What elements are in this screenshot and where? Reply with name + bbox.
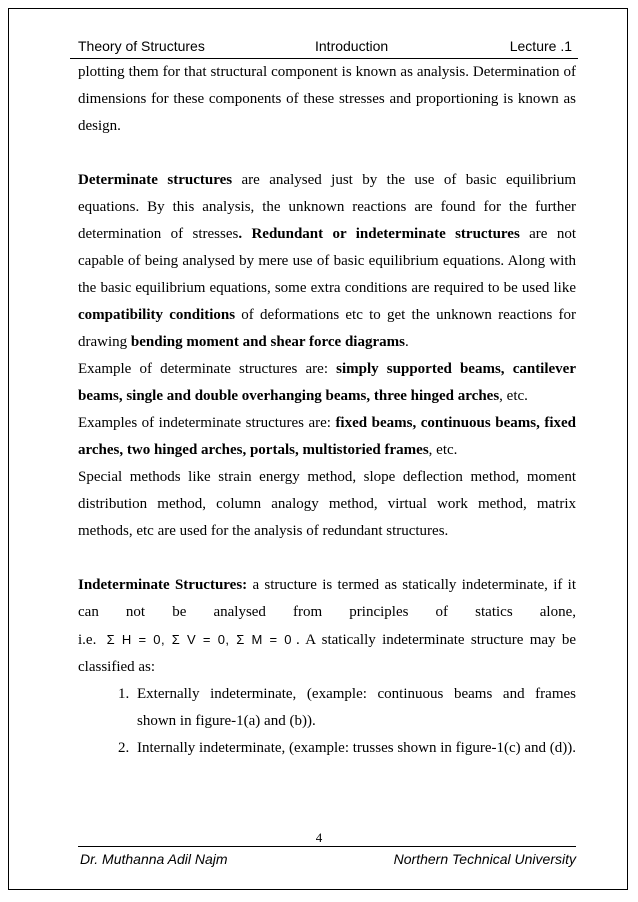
paragraph-analysis-design: plotting them for that structural component is known as analysis. Determination of dimensions for these components of these stresses and proportioning is known as design. bbox=[78, 64, 576, 134]
term-compatibility-conditions: compatibility conditions bbox=[78, 307, 236, 323]
term-redundant-structures: . Redundant or indeterminate structures bbox=[238, 226, 520, 242]
paragraph-determinate-structures: Determinate structures are analysed just by the use of basic equilibrium equations. By this analysis, the unknown reactions are found for the further determination of stresses. Redundant or indeterminate structures are not capable of being analysed by mere use of basic equilibrium equations. Along with the basic equilibrium equations, some extra conditions are required to be used like compatibility conditions of deformations etc to get the unknown reactions for drawing bending moment and shear force diagrams. bbox=[78, 172, 576, 350]
indeterminate-types-list bbox=[78, 681, 576, 762]
page-footer bbox=[78, 846, 576, 869]
footer-author: Dr. Muthanna Adil Najm bbox=[80, 851, 228, 867]
term-determinate-structures: Determinate structures bbox=[78, 172, 233, 188]
list-item: 2. Internally indeterminate, (example: trusses shown in figure-1(c) and (d)). bbox=[133, 735, 576, 762]
document-body bbox=[78, 59, 576, 762]
determinate-examples-list: simply supported beams, cantilever beams, single and double overhanging beams, three hinged arches bbox=[78, 361, 576, 404]
page-header bbox=[70, 38, 578, 59]
paragraph-determinate-examples: Example of determinate structures are: simply supported beams, cantilever beams, single and double overhanging beams, three hinged arches, etc. bbox=[78, 361, 576, 404]
header-course-title: Theory of Structures bbox=[78, 38, 205, 54]
header-lecture-number: Lecture .1 bbox=[509, 38, 572, 54]
page-number: 4 bbox=[315, 830, 323, 845]
paragraph-indeterminate-examples: Examples of indeterminate structures are: fixed beams, continuous beams, fixed arches, two hinged arches, portals, multistoried frames, etc. bbox=[78, 415, 576, 458]
term-bending-moment: bending moment and shear force diagrams bbox=[130, 334, 405, 350]
indeterminate-examples-list: fixed beams, continuous beams, fixed arches, two hinged arches, portals, multistoried frames bbox=[78, 415, 576, 458]
equilibrium-formula: Σ H = 0, Σ V = 0, Σ M = 0 bbox=[106, 632, 293, 647]
paragraph-equilibrium-equations: i.e. Σ H = 0, Σ V = 0, Σ M = 0 . A statically indeterminate structure may be classified as: bbox=[78, 632, 577, 675]
paragraph-special-methods: Special methods like strain energy method, slope deflection method, moment distribution method, column analogy method, virtual work method, matrix methods, etc are used for the analysis of redundant structures. bbox=[78, 469, 576, 539]
term-indeterminate-structures: Indeterminate Structures: bbox=[78, 577, 248, 593]
header-section-title: Introduction bbox=[315, 38, 389, 54]
list-item: 1. Externally indeterminate, (example: continuous beams and frames shown in figure-1(a) and (b)). bbox=[133, 681, 576, 735]
paragraph-indeterminate-definition: Indeterminate Structures: a structure is termed as statically indeterminate, if it can not be analysed from principles of statics alone, bbox=[78, 577, 577, 620]
footer-institution: Northern Technical University bbox=[393, 851, 576, 867]
